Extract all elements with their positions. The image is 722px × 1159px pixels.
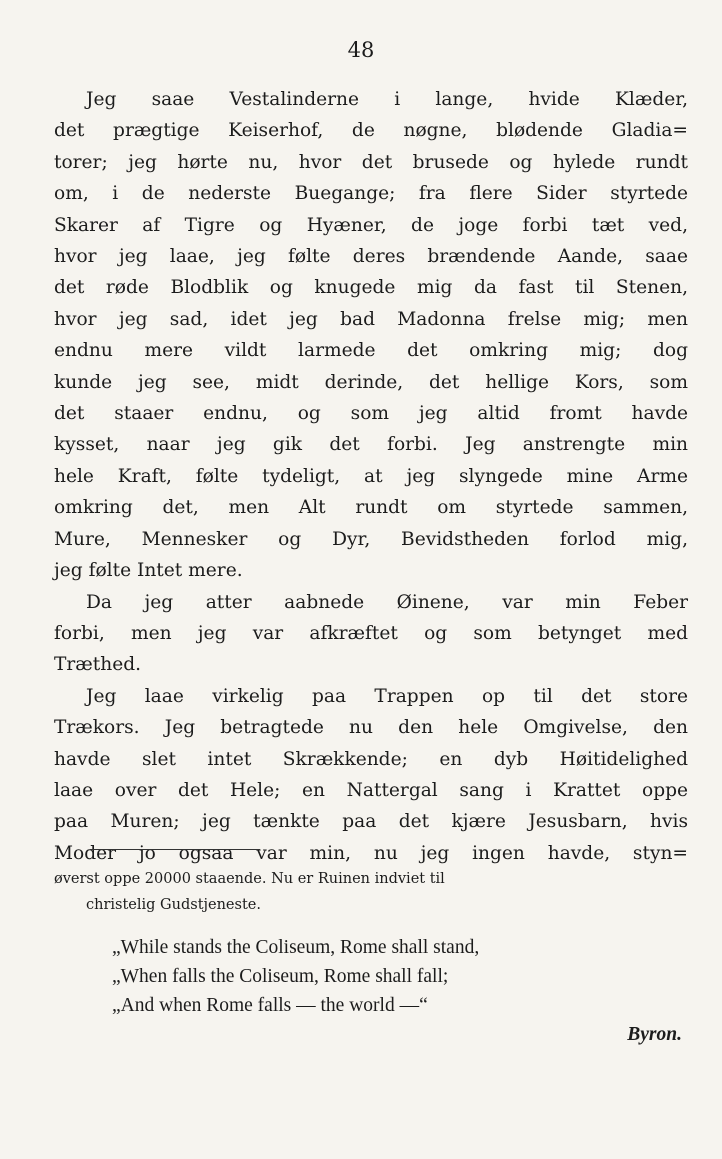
text-line: torer; jeg hørte nu, hvor det brusede og hylede rundt [54,151,688,173]
footnote-divider [90,849,260,850]
text-line: forbi, men jeg var afkræftet og som betynget med [54,622,688,644]
text-line: hele Kraft, følte tydeligt, at jeg slyngede mine Arme [54,465,688,487]
text-line: kysset, naar jeg gik det forbi. Jeg anstrengte min [54,434,688,456]
text-line: det prægtige Keiserhof, de nøgne, blødende Gladia= [54,120,688,142]
footnote-line: christelig Gudstjeneste. [86,897,261,913]
text-line: omkring det, men Alt rundt om styrtede sammen, [54,497,688,519]
text-line: Jeg saae Vestalinderne i lange, hvide Klæder, [86,89,688,110]
text-line: Mure, Mennesker og Dyr, Bevidstheden forlod mig, [54,528,688,550]
footnote-line: øverst oppe 20000 staaende. Nu er Ruinen indviet til [54,871,445,887]
text-line: om, i de nederste Buegange; fra flere Sider styrtede [54,183,688,205]
text-line: paa Muren; jeg tænkte paa det kjære Jesusbarn, hvis [54,811,688,833]
byron-quote [112,933,682,1049]
text-line: laae over det Hele; en Nattergal sang i Krattet oppe [54,779,688,801]
text-line: Trækors. Jeg betragtede nu den hele Omgivelse, den [54,717,688,739]
text-line: Jeg laae virkelig paa Trappen op til det store [86,685,688,707]
text-line: havde slet intet Skrækkende; en dyb Høitidelighed [54,748,688,770]
page-number: 48 [347,38,375,62]
quote-line: „While stands the Coliseum, Rome shall stand, [112,937,480,958]
quote-line: „When falls the Coliseum, Rome shall fall; [112,966,449,987]
text-line: det røde Blodblik og knugede mig da fast til Stenen, [54,277,688,299]
text-line: kunde jeg see, midt derinde, det hellige Kors, som [54,371,688,393]
text-line: Da jeg atter aabnede Øinene, var min Feber [86,591,688,613]
text-line: hvor jeg sad, idet jeg bad Madonna frelse mig; men [54,308,688,330]
text-line: hvor jeg laae, jeg følte deres brændende Aande, saae [54,246,688,268]
body-text [54,84,688,869]
text-line: jeg følte Intet mere. [54,560,243,582]
text-line: Skarer af Tigre og Hyæner, de joge forbi tæt ved, [54,214,688,236]
text-line: endnu mere vildt larmede det omkring mig; dog [54,340,688,362]
text-line: det staaer endnu, og som jeg altid fromt havde [54,403,688,425]
quote-attribution: Byron. [627,1024,682,1045]
quote-line: „And when Rome falls — the world —“ [112,995,428,1016]
text-line: Moder jo ogsaa var min, nu jeg ingen havde, styn= [54,842,688,864]
text-line: Træthed. [54,654,142,676]
footnote [54,866,688,918]
